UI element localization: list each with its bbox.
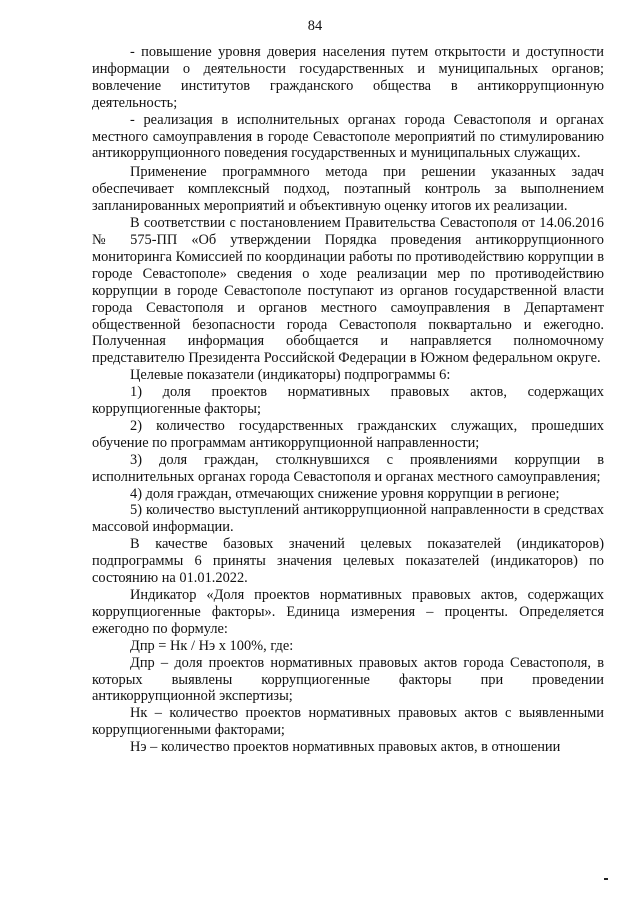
paragraph-anticorruption-measures: - реализация в исполнительных органах города Севастополя и органах местного самоуправления в городе Севастополе мероприятий по стимулированию антикоррупционного поведения государственных и муниципальных служащих.: [92, 111, 604, 162]
paragraph-indicator-definition: Индикатор «Доля проектов нормативных правовых актов, содержащих коррупциогенные факторы». Единица измерения – проценты. Определяется ежегодно по формуле:: [92, 587, 604, 637]
formula: Дпр = Нк / Нэ х 100%, где:: [130, 637, 294, 654]
list-item-indicator-3: 3) доля граждан, столкнувшихся с проявлениями коррупции в исполнительных органах города Севастополя и органах местного самоуправления;: [92, 451, 604, 485]
document-body: [92, 44, 604, 756]
paragraph-monitoring-procedure: В соответствии с постановлением Правительства Севастополя от 14.06.2016 № 575-ПП «Об утверждении Порядка проведения антикоррупционного мониторинга Комиссией по координации работы по противодействию коррупции в городе Севастополе» сведения о ходе реализации мер по противодействию коррупции в городе Севастополе поступают из органов государственной власти города Севастополя и органов местного самоуправления в Департамент общественной безопасности города Севастополя поквартально и ежегодно. Полученная информация обобщается и направляется полномочному представителю Президента Российской Федерации в Южном федеральном округе.: [92, 215, 604, 367]
list-item-indicator-2: 2) количество государственных гражданских служащих, прошедших обучение по программам антикоррупционной направленности;: [92, 417, 604, 451]
page-number: 84: [307, 18, 323, 34]
paragraph-target-indicators-heading: Целевые показатели (индикаторы) подпрограммы 6:: [130, 367, 451, 384]
paragraph-definition-nk: Нк – количество проектов нормативных правовых актов с выявленными коррупциогенными факторами;: [92, 705, 604, 739]
paragraph-program-method: Применение программного метода при решении указанных задач обеспечивает комплексный подход, поэтапный контроль за выполнением запланированных мероприятий и объективную оценку итогов их реализации.: [92, 164, 604, 215]
paragraph-definition-dpr: Дпр – доля проектов нормативных правовых актов города Севастополя, в которых выявлены коррупциогенные факторы при проведении антикоррупционной экспертизы;: [92, 654, 604, 705]
list-item-indicator-5: 5) количество выступлений антикоррупционной направленности в средствах массовой информации.: [92, 502, 604, 536]
list-item-indicator-1: 1) доля проектов нормативных правовых актов, содержащих коррупциогенные факторы;: [92, 384, 604, 418]
paragraph-definition-ne: Нэ – количество проектов нормативных правовых актов, в отношении: [130, 739, 561, 756]
list-item-indicator-4: 4) доля граждан, отмечающих снижение уровня коррупции в регионе;: [130, 485, 560, 502]
paragraph-base-values: В качестве базовых значений целевых показателей (индикаторов) подпрограммы 6 приняты значения целевых показателей (индикаторов) по состоянию на 01.01.2022.: [92, 536, 604, 587]
paragraph-trust-openness: - повышение уровня доверия населения путем открытости и доступности информации о деятельности государственных и муниципальных органов; вовлечение институтов гражданского общества в антикоррупционную деятельность;: [92, 44, 604, 111]
scan-mark: [604, 878, 608, 880]
